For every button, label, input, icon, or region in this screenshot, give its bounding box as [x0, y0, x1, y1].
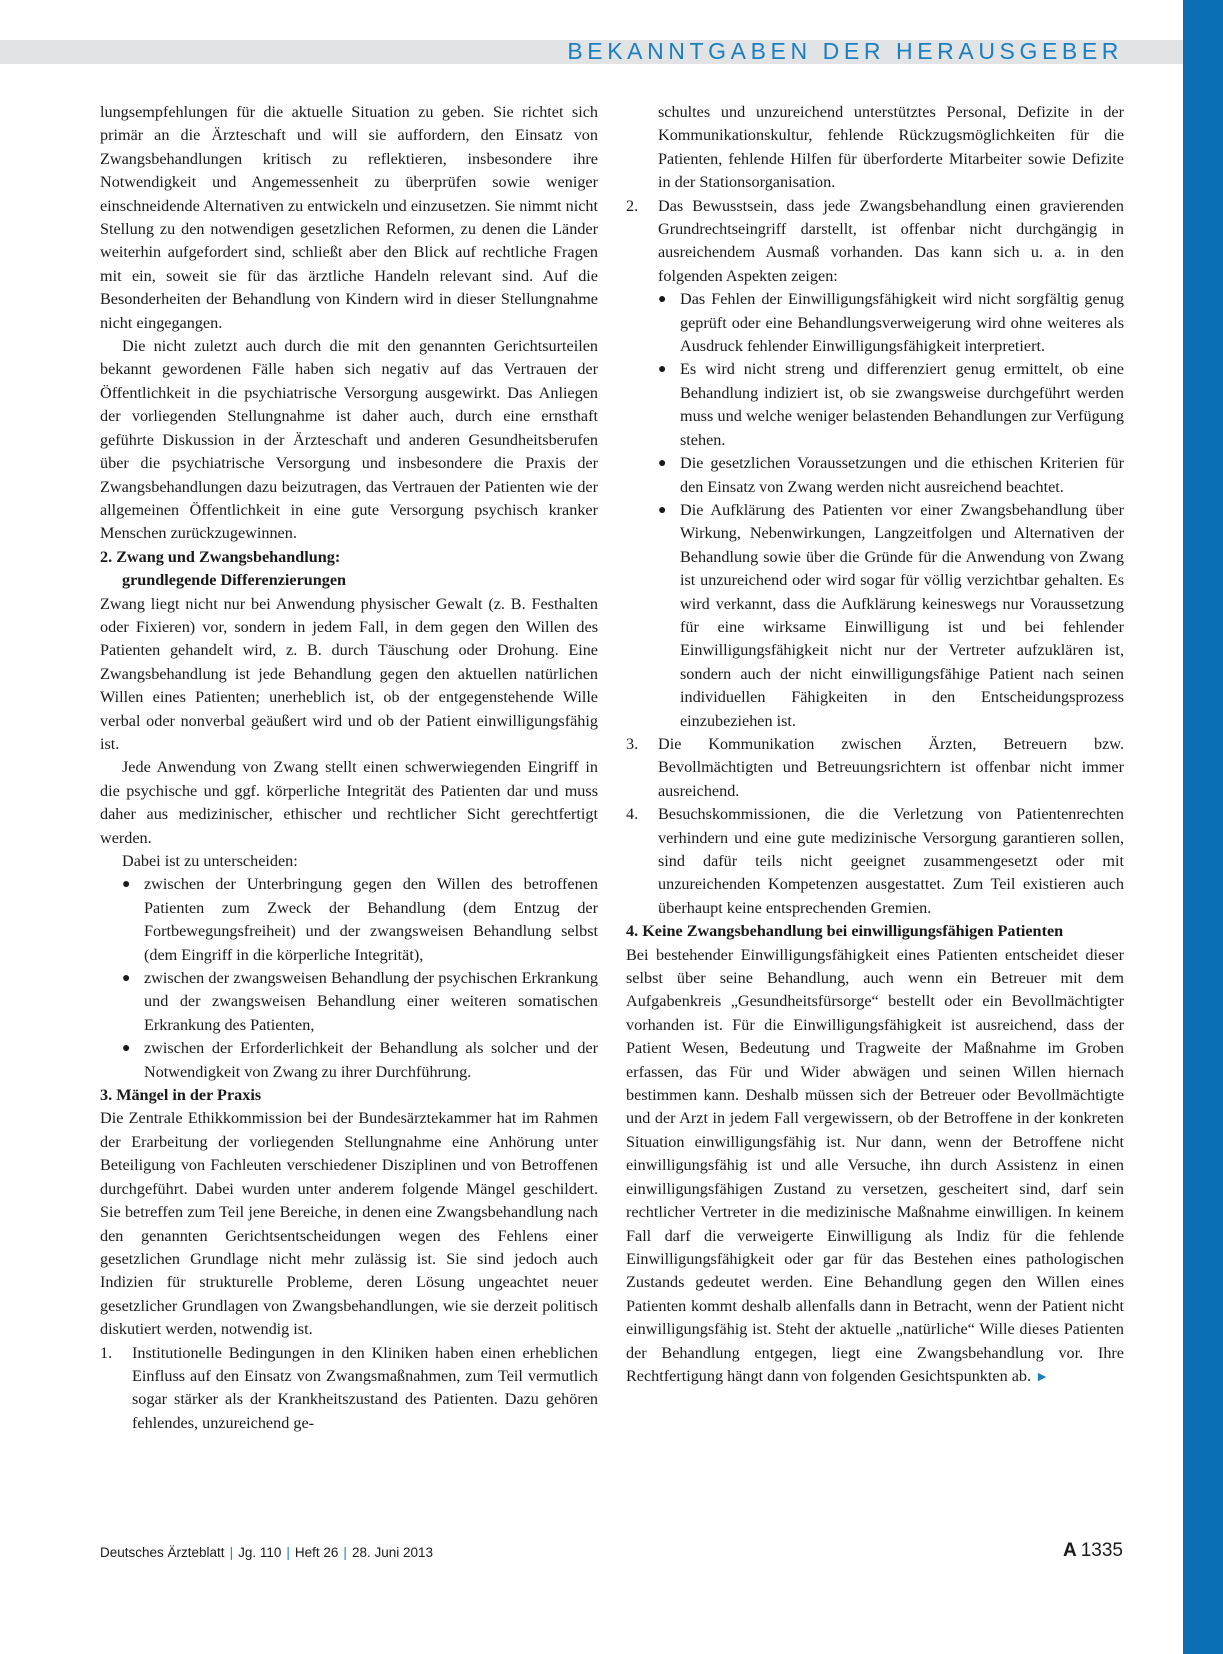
page-number [1063, 1540, 1123, 1562]
divider: | [229, 1545, 234, 1560]
item-number: 2. [626, 196, 639, 215]
journal-issue: Heft 26 [294, 1545, 339, 1560]
section-2-list-intro: Dabei ist zu unterscheiden: [122, 852, 298, 870]
journal-volume: Jg. 110 [238, 1545, 282, 1560]
item-text: Die Kommunikation zwischen Ärzten, Betreuern bzw. Bevollmächtigten und Betreuungsrichtern ist offenbar nicht immer ausreichend. [658, 734, 1124, 800]
section-4-paragraph [626, 944, 1124, 1390]
section-4-heading: 4. Keine Zwangsbehandlung bei einwilligungsfähigen Patienten [626, 922, 1064, 941]
section-title: BEKANNTGABEN DER HERAUSGEBER [567, 38, 1123, 64]
list-item: ● Das Fehlen der Einwilligungsfähigkeit wird nicht sorgfältig genug geprüft oder eine Behandlungsverweigerung wird ohne weiteres als Ausdruck fehlender Einwilligungsfähigkeit interpretiert. [658, 288, 1124, 358]
issue-date: 28. Juni 2013 [351, 1545, 434, 1560]
section-2-paragraph-2: Jede Anwendung von Zwang stellt einen schwerwiegenden Eingriff in die psychische und ggf. körperliche Integrität des Patienten dar und muss daher aus medizinischer, ethischer und rechtlicher Sicht gerechtfertigt werden. [100, 758, 598, 847]
numbered-item-3 [626, 733, 1124, 803]
item-text: Das Bewusstsein, dass jede Zwangsbehandlung einen gravierenden Grundrechtseingriff darstellt, ist offenbar nicht durchgängig in ausreichendem Ausmaß vorhanden. Das kann sich u. a. in den folgenden Aspekten zeigen: [658, 196, 1124, 285]
item-number: 4. [626, 805, 639, 824]
item-2-bullet-list [626, 288, 1124, 733]
page-prefix: A [1062, 1540, 1077, 1561]
list-item: ● zwischen der zwangsweisen Behandlung der psychischen Erkrankung und der zwangsweisen Behandlung einer weiteren somatischen Erkrankung des Patienten, [122, 967, 598, 1037]
item-number: 1. [100, 1343, 113, 1362]
footer-citation [100, 1545, 433, 1560]
item-text: Institutionelle Bedingungen in den Kliniken haben einen erheblichen Einfluss auf den Einsatz von Zwangsmaßnahmen, zum Teil vermutlich sogar stärker als der Krankheitszustand des Patienten. Dazu gehören fehlendes, unzureichend ge- [132, 1343, 598, 1432]
list-item: ● zwischen der Unterbringung gegen den Willen des betroffenen Patienten zum Zweck der Behandlung (dem Entzug der Fortbewegungsfreiheit) und der zwangsweisen Behandlung selbst (dem Eingriff in die körperliche Integrität), [122, 873, 598, 967]
divider: | [343, 1545, 347, 1560]
list-item: ● zwischen der Erforderlichkeit der Behandlung als solcher und der Notwendigkeit von Zwang zu ihrer Durchführung. [122, 1037, 598, 1084]
continue-arrow-icon: ► [1035, 1369, 1049, 1385]
page-number-value: 1335 [1080, 1540, 1123, 1561]
item-number: 3. [626, 734, 639, 753]
list-item: ● Es wird nicht streng und differenziert genug ermittelt, ob eine Behandlung indiziert ist, ob sie zwangsweise durchgeführt werden muss und welche weniger belastenden Behandlungen zur Verfügung stehen. [658, 358, 1124, 452]
section-4-text: Bei bestehender Einwilligungsfähigkeit eines Patienten entscheidet dieser selbst über seine Behandlung, auch wenn ein Betreuer mit dem Aufgabenkreis „Gesundheitsfürsorge“ bestellt oder ein Bevollmächtigter vorhanden ist. Für die Einwilligungsfähigkeit ist ausreichend, dass der Patient Wesen, Bedeutung und Tragweite der Maßnahme im Groben erfassen, das Für und Wider abwägen und seinen Willen hiernach bestimmen kann. Deshalb müssen sich der Betreuer oder Bevollmächtigte und der Arzt in jedem Fall vergewissern, ob der Betroffene in der konkreten Situation einwilligungsfähig ist. Nur dann, wenn der Betroffene nicht einwilligungsfähig ist und alle Versuche, ihn durch Assistenz in einen einwilligungsfähigen Zustand zu versetzen, gescheitert sind, darf sein rechtlicher Vertreter in die medizinische Maßnahme einwilligen. In keinem Fall darf die verweigerte Einwilligung als Indiz für die fehlende Einwilligungsfähigkeit oder gar für das Bestehen eines pathologischen Zustands gedeutet werden. Eine Behandlung gegen den Willen eines Patienten kommt deshalb allenfalls dann in Betracht, wenn der Patient nicht einwilligungsfähig ist. Steht der aktuelle „natürliche“ Wille dieses Patienten der Behandlung entgegen, liegt eine Zwangsbehandlung vor. Ihre Rechtfertigung hängt dann von folgenden Gesichtspunkten ab. [626, 945, 1124, 1385]
section-2-heading-line-1: 2. Zwang und Zwangsbehandlung: [100, 547, 341, 566]
section-2-heading [100, 546, 598, 593]
intro-paragraph-2: Die nicht zuletzt auch durch die mit den genannten Gerichtsurteilen bekannt gewordenen Fälle haben sich negativ auf das Vertrauen der Öffentlichkeit in die psychiatrische Versorgung ausgewirkt. Das Anliegen der vorliegenden Stellungnahme ist daher auch, durch eine ernsthaft geführte Diskussion in der Ärzteschaft und anderen Gesundheitsberufen über die psychiatrische Versorgung und insbesondere die Praxis der Zwangsbehandlungen dazu beizutragen, das Vertrauen der Patienten wie der allgemeinen Öffentlichkeit in eine gute Versorgung psychisch kranker Menschen zurückzugewinnen. [100, 337, 598, 543]
section-3-paragraph: Die Zentrale Ethikkommission bei der Bundesärztekammer hat im Rahmen der Erarbeitung der vorliegenden Stellungnahme eine Anhörung unter Beteiligung von Fachleuten verschiedener Disziplinen und von Betroffenen durchgeführt. Dabei wurden unter anderem folgende Mängel geschildert. Sie betreffen zum Teil jene Bereiche, in denen eine Zwangsbehandlung nach den genannten Gerichtsentscheidungen wegen des Fehlens einer gesetzlichen Grundlage nicht mehr zulässig ist. Sie sind jedoch auch Indizien für strukturelle Probleme, deren Lösung ungeachtet neuer gesetzlicher Grundlagen von Zwangsbehandlungen, wie sie derzeit politisch diskutiert werden, notwendig ist. [100, 1109, 598, 1339]
numbered-item-4 [626, 803, 1124, 920]
journal-name: Deutsches Ärzteblatt [100, 1545, 225, 1560]
section-2-paragraph-1: Zwang liegt nicht nur bei Anwendung physischer Gewalt (z. B. Festhalten oder Fixieren) vor, sondern in jedem Fall, in dem gegen den Willen des Patienten gehandelt wird, z. B. durch Täuschung oder Drohung. Eine Zwangsbehandlung ist jede Behandlung gegen den aktuellen natürlichen Willen eines Patienten; unerheblich ist, ob der entgegenstehende Wille verbal oder nonverbal geäußert wird und ob der Patient einwilligungsfähig ist. [100, 594, 598, 753]
left-column [100, 101, 598, 1435]
numbered-item-2 [626, 195, 1124, 289]
intro-paragraph: lungsempfehlungen für die aktuelle Situation zu geben. Sie richtet sich primär an die Ärzteschaft und will sie auffordern, den Einsatz von Zwangsbehandlungen kritisch zu reflektieren, insbesondere ihre Notwendigkeit und Angemessenheit zu überprüfen sowie weniger einschneidende Alternativen zu entwickeln und einzusetzen. Sie nimmt nicht Stellung zu den notwendigen gesetzlichen Reformen, zu denen die Länder weiterhin aufgefordert sind, schließt aber den Blick auf rechtliche Fragen mit ein, soweit sie für das ärztliche Handeln relevant sind. Auf die Besonderheiten der Behandlung von Kindern wird in dieser Stellungnahme nicht eingegangen. [100, 103, 598, 332]
divider: | [286, 1545, 290, 1560]
numbered-item-1-continued: schultes und unzureichend unterstütztes Personal, Defizite in der Kommunikationskultur, fehlende Rückzugsmöglichkeiten für die Patienten, fehlende Hilfen für überforderte Mitarbeiter sowie Defizite in der Stationsorganisation. [658, 103, 1124, 192]
list-item: ● Die Aufklärung des Patienten vor einer Zwangsbehandlung über Wirkung, Nebenwirkungen, Langzeitfolgen und Alternativen der Behandlung sowie über die Gründe für die Anwendung von Zwang ist unzureichend oder wird sogar für völlig verzichtbar gehalten. Es wird verkannt, dass die Aufklärung keineswegs nur Voraussetzung für eine wirksame Einwilligung ist und bei fehlender Einwilligungsfähigkeit nicht nur der Vertreter aufzuklären ist, sondern auch der nicht einwilligungsfähige Patient nach seinen individuellen Fähigkeiten in den Entscheidungsprozess einzubeziehen ist. [658, 499, 1124, 733]
item-text: Besuchskommissionen, die die Verletzung von Patientenrechten verhindern und eine gute medizinische Versorgung garantieren sollen, sind dafür teils nicht geeignet zusammengesetzt oder mit unzureichenden Kompetenzen ausgestattet. Zum Teil existieren auch überhaupt keine entsprechenden Gremien. [658, 805, 1124, 917]
numbered-item-1 [100, 1342, 598, 1436]
right-column [626, 101, 1124, 1389]
section-3-heading: 3. Mängel in der Praxis [100, 1086, 262, 1105]
section-2-heading-line-2: grundlegende Differenzierungen [122, 571, 347, 590]
side-color-bar [1183, 0, 1223, 1654]
list-item: ● Die gesetzlichen Voraussetzungen und die ethischen Kriterien für den Einsatz von Zwang werden nicht ausreichend beachtet. [658, 452, 1124, 499]
